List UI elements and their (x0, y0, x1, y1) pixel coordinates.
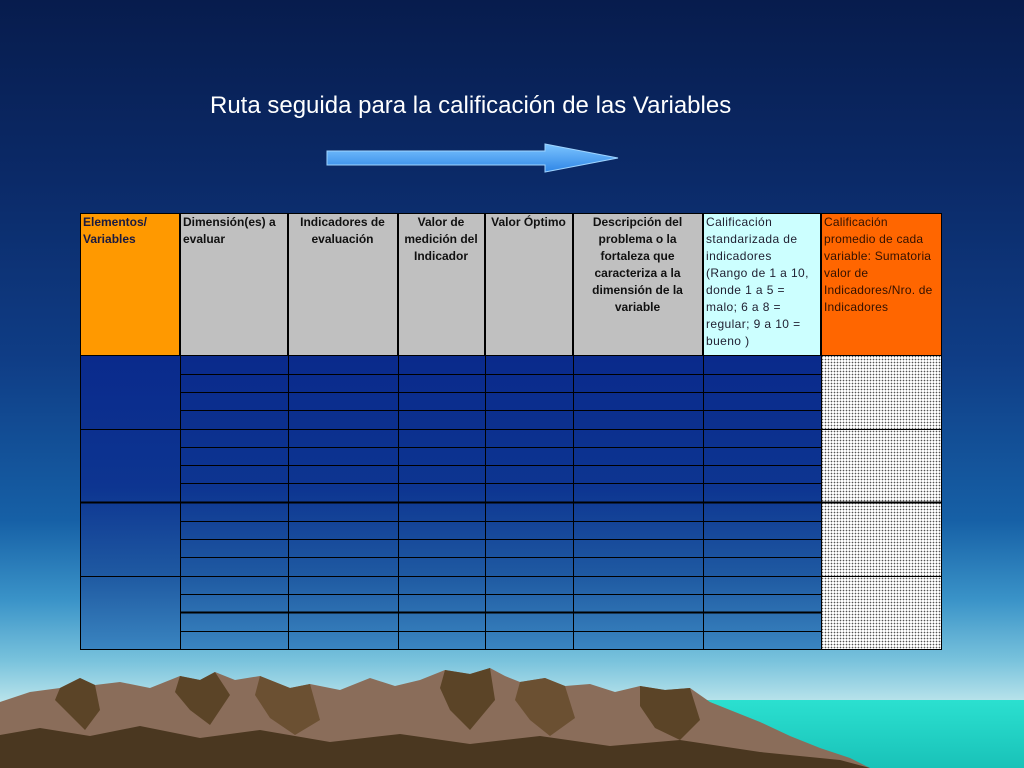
rating-table (80, 213, 942, 650)
slide-title: Ruta seguida para la calificación de las Variables (210, 92, 732, 119)
header-indicadores: Indicadores de evaluación (288, 213, 398, 355)
header-elementos-variables: Elementos/ Variables (80, 213, 180, 355)
header-calificacion-standarizada: Calificación standarizada de indicadores (Rango de 1 a 10, donde 1 a 5 = malo; 6 a 8 = regular; 9 a 10 = bueno ) (703, 213, 821, 355)
mountains-image (0, 640, 1024, 768)
header-calificacion-promedio: Calificación promedio de cada variable: Sumatoria valor de Indicadores/Nro. de Indicadores (821, 213, 942, 355)
right-arrow-icon (325, 143, 625, 175)
table-grid (80, 213, 942, 650)
header-valor-optimo: Valor Óptimo (485, 213, 573, 355)
header-valor-medicion: Valor de medición del Indicador (398, 213, 485, 355)
header-dimensiones: Dimensión(es) a evaluar (180, 213, 288, 355)
header-descripcion: Descripción del problema o la fortaleza que caracteriza a la dimensión de la variable (573, 213, 703, 355)
